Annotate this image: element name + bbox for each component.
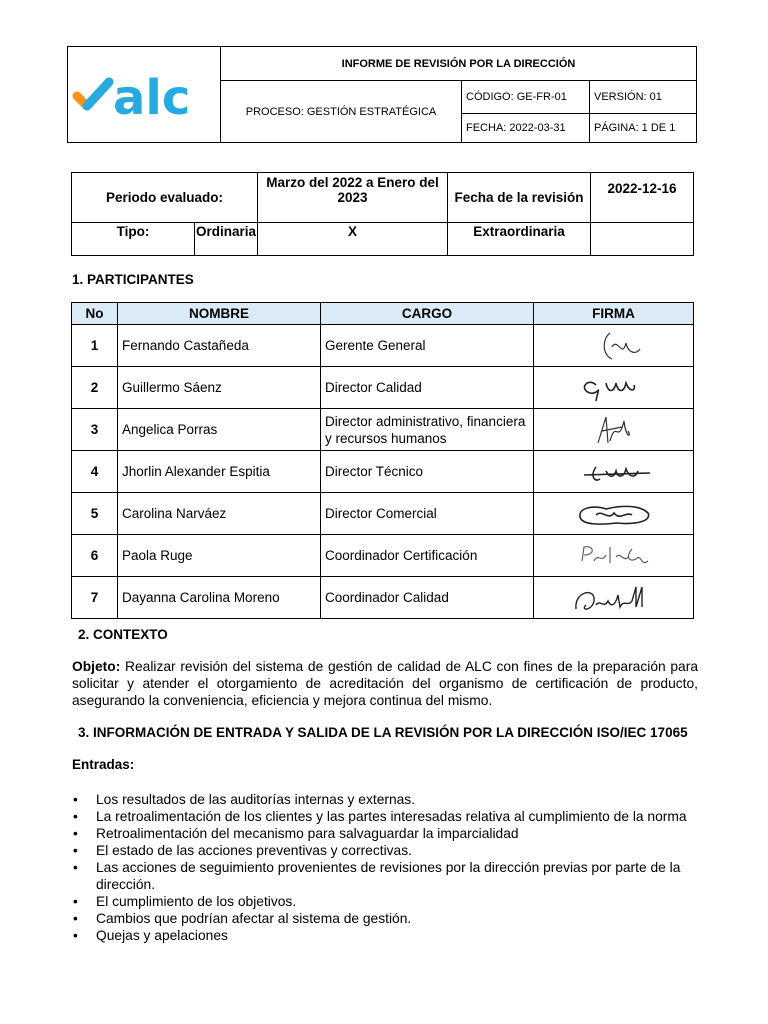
col-header-no: No: [72, 303, 118, 325]
logo-cell: [68, 47, 221, 143]
list-item: • El cumplimiento de los objetivos.: [72, 893, 702, 910]
table-row: [72, 577, 694, 619]
signature-3-icon: [566, 413, 662, 447]
table-row: [72, 409, 694, 451]
row-number: 3: [72, 409, 118, 451]
list-item: • Quejas y apelaciones: [72, 927, 702, 944]
participants-header-row: [72, 303, 694, 325]
participant-cargo: Gerente General: [321, 325, 534, 367]
signature-1-icon: [566, 329, 662, 363]
participant-cargo: Director Calidad: [321, 367, 534, 409]
signature-5-icon: [566, 497, 662, 531]
document-date: FECHA: 2022-03-31: [462, 114, 590, 143]
signature-2-icon: [566, 371, 662, 405]
participants-table: [71, 302, 694, 619]
objeto-paragraph: [72, 658, 698, 709]
signature-7-icon: [566, 581, 662, 615]
row-number: 2: [72, 367, 118, 409]
signature-cell: [534, 325, 694, 367]
svg-text:alc: alc: [113, 70, 191, 126]
page-number: PÁGINA: 1 DE 1: [590, 114, 697, 143]
signature-cell: [534, 451, 694, 493]
list-item: • El estado de las acciones preventivas y correctivas.: [72, 842, 702, 859]
document-header: [67, 46, 697, 143]
entradas-label: Entradas:: [72, 757, 135, 772]
entradas-list: [72, 791, 702, 944]
table-row: [72, 367, 694, 409]
period-table: [71, 172, 694, 256]
signature-cell: [534, 493, 694, 535]
signature-cell: [534, 535, 694, 577]
participant-cargo: Director Técnico: [321, 451, 534, 493]
list-item: • Las acciones de seguimiento provenientes de revisiones por la dirección previas por parte de la dirección.: [72, 859, 702, 893]
list-item: • Los resultados de las auditorías internas y externas.: [72, 791, 702, 808]
participant-cargo: Coordinador Calidad: [321, 577, 534, 619]
participant-name: Jhorlin Alexander Espitia: [118, 451, 321, 493]
period-label: Periodo evaluado:: [72, 173, 258, 223]
type-extraordinaria: Extraordinaria: [448, 223, 591, 256]
row-number: 7: [72, 577, 118, 619]
type-extraordinaria-mark: [591, 223, 694, 256]
col-header-firma: FIRMA: [534, 303, 694, 325]
type-mark: X: [258, 223, 448, 256]
section-context-title: 2. CONTEXTO: [78, 627, 168, 642]
table-row: [72, 325, 694, 367]
table-row: [72, 451, 694, 493]
signature-4-icon: [566, 455, 662, 489]
signature-6-icon: [566, 539, 662, 573]
table-row: [72, 493, 694, 535]
col-header-cargo: CARGO: [321, 303, 534, 325]
participant-name: Dayanna Carolina Moreno: [118, 577, 321, 619]
signature-cell: [534, 577, 694, 619]
type-ordinaria: Ordinaria: [195, 223, 258, 256]
document-code: CÓDIGO: GE-FR-01: [462, 81, 590, 114]
col-header-nombre: NOMBRE: [118, 303, 321, 325]
list-item: • Cambios que podrían afectar al sistema de gestión.: [72, 910, 702, 927]
objeto-text: Realizar revisión del sistema de gestión de calidad de ALC con fines de la preparación para solicitar y atender el otorgamiento de acreditación del organismo de certificación de producto, asegurando la conveniencia, eficiencia y mejora continua del mismo.: [72, 659, 698, 708]
document-version: VERSIÓN: 01: [590, 81, 697, 114]
document-title: INFORME DE REVISIÓN POR LA DIRECCIÓN: [221, 47, 697, 81]
participant-cargo: Coordinador Certificación: [321, 535, 534, 577]
row-number: 4: [72, 451, 118, 493]
row-number: 6: [72, 535, 118, 577]
period-value: Marzo del 2022 a Enero del 2023: [258, 173, 448, 223]
review-date: 2022-12-16: [591, 173, 694, 223]
signature-cell: [534, 409, 694, 451]
participant-name: Guillermo Sáenz: [118, 367, 321, 409]
participant-cargo: Director administrativo, financiera y recursos humanos: [321, 409, 534, 451]
list-item: • Retroalimentación del mecanismo para salvaguardar la imparcialidad: [72, 825, 702, 842]
list-item: • La retroalimentación de los clientes y las partes interesadas relativa al cumplimiento de la norma: [72, 808, 702, 825]
participant-cargo: Director Comercial: [321, 493, 534, 535]
signature-cell: [534, 367, 694, 409]
process-name: PROCESO: GESTIÓN ESTRATÉGICA: [221, 81, 462, 143]
type-label: Tipo:: [72, 223, 195, 256]
objeto-label: Objeto:: [72, 659, 121, 674]
row-number: 1: [72, 325, 118, 367]
section-inputs-title: 3. INFORMACIÓN DE ENTRADA Y SALIDA DE LA REVISIÓN POR LA DIRECCIÓN ISO/IEC 17065: [78, 725, 688, 740]
row-number: 5: [72, 493, 118, 535]
review-date-label: Fecha de la revisión: [448, 173, 591, 223]
participant-name: Paola Ruge: [118, 535, 321, 577]
table-row: [72, 535, 694, 577]
alc-logo-icon: [69, 48, 219, 138]
participant-name: Fernando Castañeda: [118, 325, 321, 367]
participant-name: Carolina Narváez: [118, 493, 321, 535]
participant-name: Angelica Porras: [118, 409, 321, 451]
section-participants-title: 1. PARTICIPANTES: [72, 272, 194, 287]
